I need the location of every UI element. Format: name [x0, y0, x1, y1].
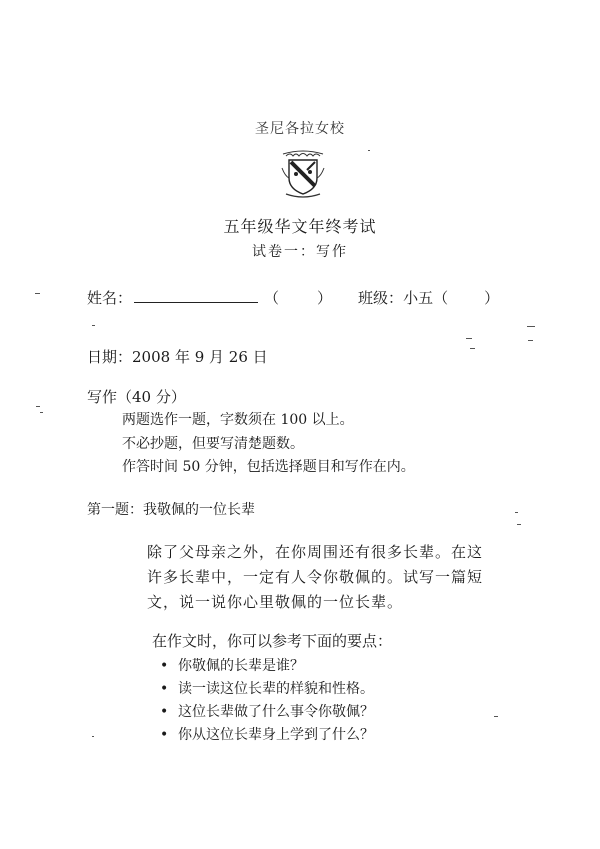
bullet-icon: • [160, 704, 169, 720]
question-paragraph-line: 除了父母亲之外，在你周围还有很多长辈。在这 [147, 543, 484, 561]
scan-speck [92, 736, 94, 737]
point-text: 读一读这位长辈的样貌和性格。 [178, 681, 374, 697]
point-item [160, 655, 304, 675]
exam-title: 五年级华文年终考试 [223, 217, 377, 236]
index-close-paren: ） [317, 289, 333, 307]
school-crest-icon [280, 148, 326, 198]
scan-speck [528, 340, 533, 341]
section-heading: 写作（40 分） [87, 388, 186, 406]
point-item [160, 724, 374, 744]
question-paragraph-line: 文，说一说你心里敬佩的一位长辈。 [147, 593, 404, 611]
scan-speck [92, 325, 95, 326]
scan-speck [36, 406, 40, 407]
scan-speck [527, 326, 535, 327]
point-item [160, 701, 374, 721]
question-title: 第一题：我敬佩的一位长辈 [87, 502, 255, 518]
bullet-icon: • [160, 658, 169, 674]
school-name: 圣尼各拉女校 [255, 121, 345, 137]
point-text: 你敬佩的长辈是谁？ [178, 658, 304, 674]
point-text: 你从这位长辈身上学到了什么？ [178, 727, 374, 743]
index-open-paren: （ [264, 289, 280, 307]
scan-speck [466, 338, 472, 339]
scan-speck [368, 150, 370, 151]
point-text: 这位长辈做了什么事令你敬佩？ [178, 704, 374, 720]
bullet-icon: • [160, 681, 169, 697]
point-item [160, 678, 374, 698]
scan-speck [515, 512, 518, 513]
exam-date: 日期：2008 年 9 月 26 日 [87, 348, 268, 366]
class-close-paren: ） [484, 289, 500, 307]
scan-speck [517, 524, 521, 525]
name-blank [134, 288, 258, 303]
points-lead: 在作文时，你可以参考下面的要点： [152, 632, 393, 650]
instruction-line: 两题选作一题，字数须在 100 以上。 [122, 412, 354, 428]
name-label: 姓名： [87, 289, 133, 307]
class-label: 班级： [358, 289, 404, 307]
scan-speck [494, 716, 498, 717]
class-value: 小五（ [403, 289, 449, 307]
scan-speck [470, 348, 475, 349]
question-paragraph-line: 许多长辈中，一定有人令你敬佩的。试写一篇短 [147, 568, 484, 586]
instruction-line: 作答时间 50 分钟，包括选择题目和写作在内。 [122, 459, 415, 475]
student-info-row [87, 287, 499, 308]
paper-title: 试卷一：写作 [252, 244, 348, 260]
instruction-line: 不必抄题，但要写清楚题数。 [122, 436, 304, 452]
bullet-icon: • [160, 727, 169, 743]
scan-speck [35, 293, 40, 294]
scan-speck [40, 412, 43, 413]
